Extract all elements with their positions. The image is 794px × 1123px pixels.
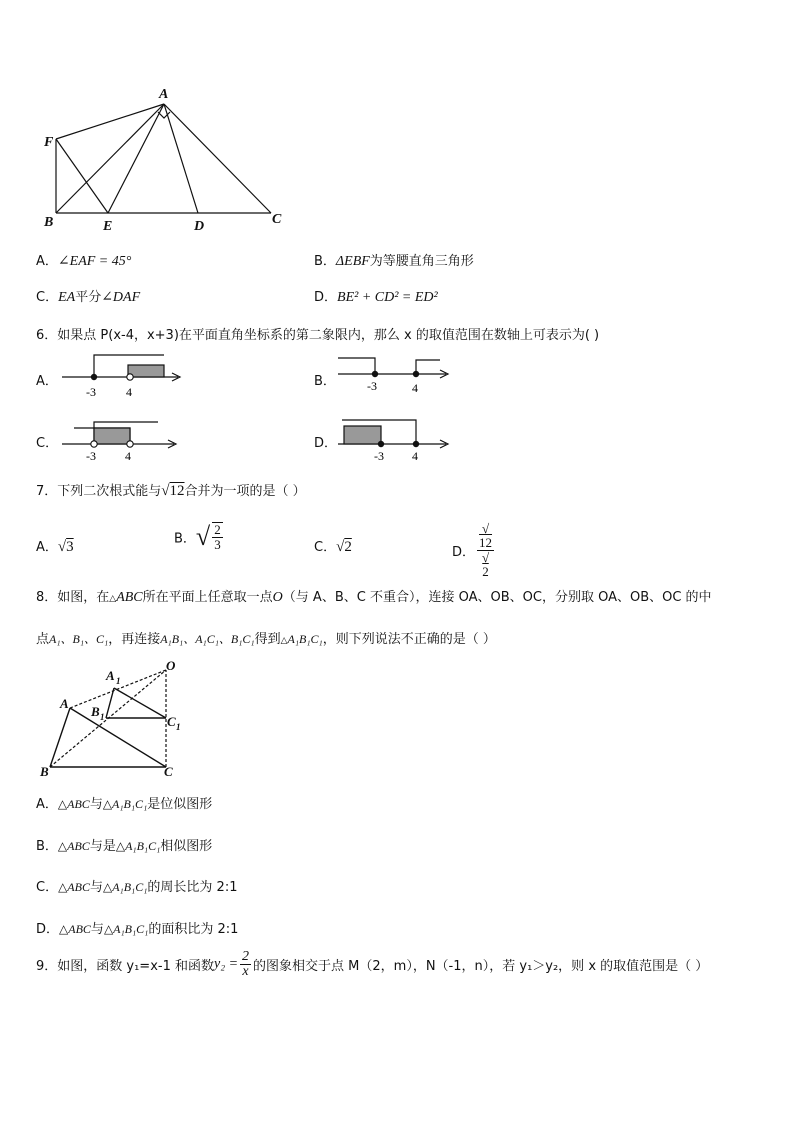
svg-text:1: 1 xyxy=(100,712,105,722)
q8-option-d: D．△ABC与△A₁B₁C₁的面积比为 2:1 xyxy=(36,922,239,937)
q6-stem: 6．如果点 P(x-4，x+3)在平面直角坐标系的第二象限内，那么 x 的取值范围在数轴上可表示为( ) xyxy=(36,328,600,343)
q8-option-b: B．△ABC与是△A₁B₁C₁相似图形 xyxy=(36,839,213,854)
svg-text:C: C xyxy=(167,714,176,729)
q5-triangle-figure xyxy=(40,82,300,232)
q5-option-c: C．EA平分∠DAF xyxy=(36,290,141,305)
segment-ab xyxy=(56,104,164,213)
label-e: E xyxy=(103,219,113,232)
segment-ab xyxy=(50,708,70,767)
q6-option-a-letter: A． xyxy=(36,374,58,389)
label-f: F xyxy=(44,135,54,150)
segment-ac xyxy=(164,104,271,213)
svg-text:4: 4 xyxy=(412,381,418,395)
svg-text:1: 1 xyxy=(116,676,121,686)
closed-point xyxy=(91,374,97,380)
label-d: D xyxy=(194,219,205,232)
q8-option-a: A．△ABC与△A₁B₁C₁是位似图形 xyxy=(36,797,213,812)
svg-text:4: 4 xyxy=(412,449,418,463)
q8-stem-line2: 点A₁、B₁、C₁，再连接A₁B₁、A₁C₁、B₁C₁得到△A₁B₁C₁，则下列说法不正确的是（ ） xyxy=(36,632,496,647)
segment-ae xyxy=(108,104,164,213)
svg-text:-3: -3 xyxy=(86,449,96,463)
q5-option-b: B．ΔEBF为等腰直角三角形 xyxy=(314,254,474,269)
q8-stem-line1: 8．如图，在△ABC所在平面上任意取一点O（与 A、B、C 不重合），连接 OA、OB、OC，分别取 OA、OB、OC 的中 xyxy=(36,590,712,605)
svg-text:C: C xyxy=(164,764,173,778)
svg-text:O: O xyxy=(166,658,176,673)
q6-option-a-numberline xyxy=(60,352,190,400)
label-b: B xyxy=(44,215,54,230)
q7-option-c: C．√2 xyxy=(314,539,352,555)
svg-text:1: 1 xyxy=(176,722,181,732)
q7-option-a: A．√3 xyxy=(36,539,74,555)
q9-stem: 9．如图，函数 y₁=x-1 和函数y₂ = $\frac{2}{x}$ 的图象相交于点 M（2，m），N（-1，n），若 y₁＞y₂，则 x 的取值范围是（ ） xyxy=(36,949,709,979)
svg-text:-3: -3 xyxy=(374,449,384,463)
q7-stem: 7．下列二次根式能与√12合并为一项的是（ ） xyxy=(36,483,306,499)
q6-option-c-numberline xyxy=(60,416,185,464)
q6-option-b-letter: B． xyxy=(314,374,336,389)
q6-option-b-numberline xyxy=(336,352,456,400)
q7-option-d: D． √ 12 √ 2 xyxy=(452,521,493,579)
q8-option-c: C．△ABC与△A₁B₁C₁的周长比为 2:1 xyxy=(36,880,238,895)
label-c: C xyxy=(272,212,282,227)
q5-option-a: A．∠EAF = 45° xyxy=(36,254,132,269)
svg-text:B: B xyxy=(91,704,100,719)
label-a: A xyxy=(159,87,169,102)
q8-triangle-figure xyxy=(36,656,186,778)
q6-option-d-numberline xyxy=(336,416,456,464)
svg-text:4: 4 xyxy=(125,449,131,463)
segment-ad xyxy=(164,104,198,213)
svg-text:A: A xyxy=(106,668,115,683)
segment-fa xyxy=(56,104,164,139)
svg-text:-3: -3 xyxy=(367,379,377,393)
svg-text:A: A xyxy=(60,696,69,711)
svg-text:B: B xyxy=(40,764,49,778)
segment-fe xyxy=(56,139,108,213)
q6-option-d-letter: D． xyxy=(314,436,338,451)
svg-text:4: 4 xyxy=(126,385,132,399)
q5-option-d: D．BE² + CD² = ED² xyxy=(314,290,438,305)
svg-text:-3: -3 xyxy=(86,385,96,399)
q7-option-b: B．√ $\frac{2}{3}$ xyxy=(174,522,221,552)
q6-option-c-letter: C． xyxy=(36,436,59,451)
open-point xyxy=(127,374,133,380)
